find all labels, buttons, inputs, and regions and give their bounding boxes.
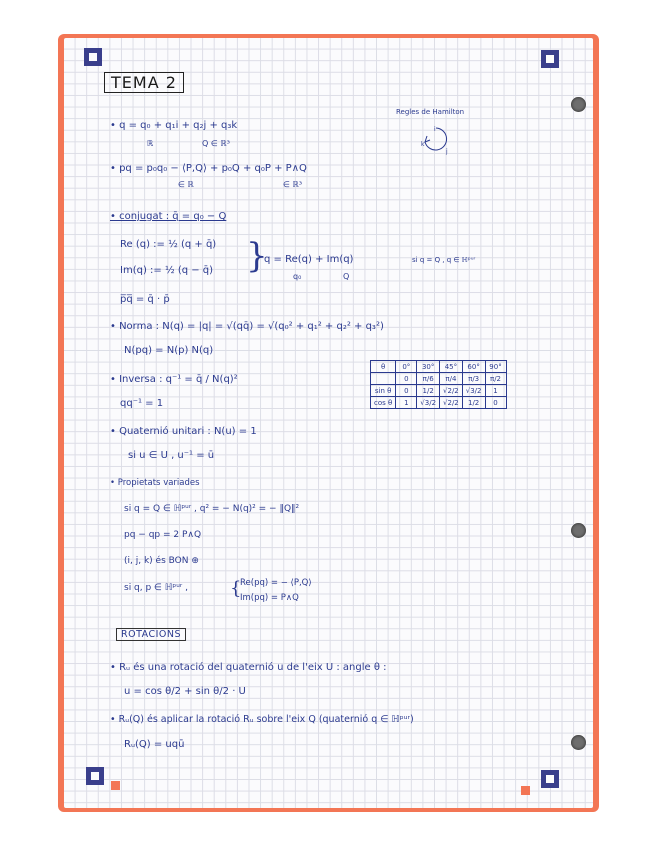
corner-square-icon: [111, 781, 120, 790]
trig-table: [370, 360, 507, 409]
table-cell: √2/2: [440, 397, 463, 409]
note-line: u = cos θ/2 + sin θ/2 · U: [124, 686, 246, 697]
note-line: q₀: [293, 272, 302, 281]
note-line: • Rᵤ és una rotació del quaternió u de l'eix U : angle θ :: [110, 662, 387, 673]
note-line: ℝ: [147, 139, 154, 148]
note-line: • Norma : N(q) = |q| = √(qq̄) = √(q₀² + q₁² + q₂² + q₃²): [110, 321, 384, 332]
note-line: • Quaternió unitari : N(u) = 1: [110, 426, 257, 437]
table-cell: 30°: [417, 361, 440, 373]
table-row: [371, 373, 507, 385]
table-cell: 1/2: [462, 397, 485, 409]
table-cell: 1: [485, 385, 506, 397]
table-cell: 0: [396, 373, 417, 385]
table-row: [371, 397, 507, 409]
note-line: q = Re(q) + Im(q): [264, 254, 354, 265]
corner-marker-icon: [86, 767, 104, 785]
table-row: [371, 385, 507, 397]
corner-square-icon: [521, 786, 530, 795]
table-cell: √3/2: [417, 397, 440, 409]
table-row: [371, 361, 507, 373]
note-line: (i, j, k) és BON ⊕: [124, 556, 199, 566]
hamilton-cycle-icon: [418, 122, 454, 158]
note-line: • pq = p₀q₀ − ⟨P,Q⟩ + p₀Q + q₀P + P∧Q: [110, 163, 307, 174]
note-line: Im(pq) = P∧Q: [240, 593, 299, 603]
note-line: • Inversa : q⁻¹ = q̄ / N(q)²: [110, 374, 238, 385]
hamilton-i-label: i: [434, 126, 436, 133]
table-cell: π/4: [440, 373, 463, 385]
note-line: si q = Q ∈ ℍᵖᵘʳ , q² = − N(q)² = − ‖Q‖²: [124, 504, 300, 514]
note-line: Re(pq) = − ⟨P,Q⟩: [240, 578, 312, 588]
binder-hole-icon: [571, 735, 586, 750]
brace-symbol: }: [246, 236, 268, 276]
note-line: • Rᵤ(Q) és aplicar la rotació Rᵤ sobre l'eix Q (quaternió q ∈ ℍᵖᵘʳ): [110, 714, 414, 725]
table-cell: θ: [371, 361, 396, 373]
table-cell: [371, 373, 396, 385]
note-line: Rᵤ(Q) = uqū: [124, 739, 185, 750]
note-line: Q ∈ ℝ³: [202, 139, 230, 148]
page-title: TEMA 2: [104, 72, 184, 93]
table-cell: 0°: [396, 361, 417, 373]
note-line: ∈ ℝ: [178, 180, 194, 189]
table-cell: √2/2: [440, 385, 463, 397]
binder-hole-icon: [571, 523, 586, 538]
table-cell: cos θ: [371, 397, 396, 409]
note-line: ∈ ℝ³: [283, 180, 303, 189]
table-cell: √3/2: [462, 385, 485, 397]
table-cell: 1: [396, 397, 417, 409]
table-cell: 45°: [440, 361, 463, 373]
table-cell: 60°: [462, 361, 485, 373]
note-line: • q = q₀ + q₁i + q₂j + q₃k: [110, 120, 238, 131]
table-cell: sin θ: [371, 385, 396, 397]
note-line: pq − qp = 2 P∧Q: [124, 530, 202, 540]
note-line: p̅q̅ = q̄ · p̄: [120, 294, 170, 305]
note-line: si q, p ∈ ℍᵖᵘʳ ,: [124, 583, 188, 593]
corner-marker-icon: [84, 48, 102, 66]
section-heading: ROTACIONS: [116, 628, 186, 641]
table-cell: π/6: [417, 373, 440, 385]
note-line: • Propietats variades: [110, 478, 200, 488]
hamilton-j-label: j: [446, 148, 448, 155]
table-cell: π/3: [462, 373, 485, 385]
binder-hole-icon: [571, 97, 586, 112]
table-cell: 0: [396, 385, 417, 397]
corner-marker-icon: [541, 50, 559, 68]
note-line: si q = Q , q ∈ ℍᵖᵘʳ: [412, 256, 476, 264]
table-cell: π/2: [485, 373, 506, 385]
brace-symbol: {: [230, 578, 242, 599]
corner-marker-icon: [541, 770, 559, 788]
hamilton-label: Regles de Hamilton: [396, 108, 465, 116]
note-line: Q: [343, 272, 350, 281]
note-line: si u ∈ U , u⁻¹ = ū: [128, 450, 215, 461]
hamilton-k-label: k: [421, 141, 425, 148]
note-line: qq⁻¹ = 1: [120, 398, 164, 409]
note-line: Re (q) := ½ (q + q̄): [120, 239, 217, 250]
note-line: N(pq) = N(p) N(q): [124, 345, 214, 356]
table-cell: 1/2: [417, 385, 440, 397]
note-line: Im(q) := ½ (q − q̄): [120, 265, 214, 276]
note-line: • conjugat : q̄ = q₀ − Q: [110, 211, 227, 222]
table-cell: 90°: [485, 361, 506, 373]
table-cell: 0: [485, 397, 506, 409]
